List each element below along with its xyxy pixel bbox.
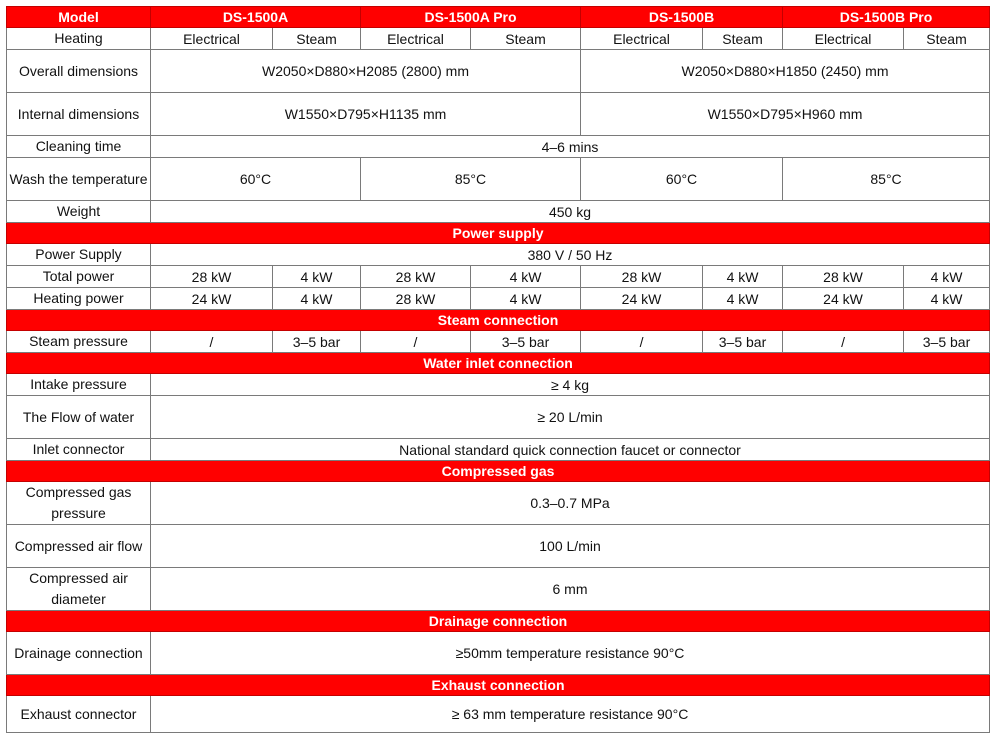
air-flow-value: 100 L/min (151, 525, 990, 568)
heating-power-value: 4 kW (703, 288, 783, 310)
exhaust-section-title: Exhaust connection (7, 675, 990, 696)
water-section-row (7, 353, 990, 374)
drainage-value: ≥50mm temperature resistance 90°C (151, 632, 990, 675)
total-power-label: Total power (7, 266, 151, 288)
heating-steam: Steam (703, 28, 783, 50)
water-flow-value: ≥ 20 L/min (151, 396, 990, 439)
internal-dimensions-b: W1550×D795×H960 mm (581, 93, 990, 136)
total-power-value: 4 kW (471, 266, 581, 288)
drainage-section-row (7, 611, 990, 632)
heating-power-row (7, 288, 990, 310)
air-diameter-value: 6 mm (151, 568, 990, 611)
exhaust-section-row (7, 675, 990, 696)
heating-steam: Steam (904, 28, 990, 50)
model-ds-1500b-pro: DS-1500B Pro (783, 7, 990, 28)
heating-power-value: 4 kW (273, 288, 361, 310)
inlet-connector-label: Inlet connector (7, 439, 151, 461)
heating-steam: Steam (471, 28, 581, 50)
wash-temperature-value: 85°C (783, 158, 990, 201)
exhaust-value: ≥ 63 mm temperature resistance 90°C (151, 696, 990, 733)
wash-temperature-label: Wash the temperature (7, 158, 151, 201)
model-ds-1500b: DS-1500B (581, 7, 783, 28)
steam-pressure-value: 3–5 bar (471, 331, 581, 353)
water-section-title: Water inlet connection (7, 353, 990, 374)
steam-pressure-value: / (151, 331, 273, 353)
overall-dimensions-label: Overall dimensions (7, 50, 151, 93)
heating-power-value: 24 kW (151, 288, 273, 310)
gas-section-row (7, 461, 990, 482)
exhaust-label: Exhaust connector (7, 696, 151, 733)
total-power-value: 4 kW (904, 266, 990, 288)
air-flow-row (7, 525, 990, 568)
heating-power-label: Heating power (7, 288, 151, 310)
wash-temperature-value: 60°C (151, 158, 361, 201)
drainage-row (7, 632, 990, 675)
air-diameter-row (7, 568, 990, 611)
wash-temperature-row (7, 158, 990, 201)
steam-pressure-value: 3–5 bar (273, 331, 361, 353)
overall-dimensions-b: W2050×D880×H1850 (2450) mm (581, 50, 990, 93)
intake-pressure-label: Intake pressure (7, 374, 151, 396)
model-ds-1500a-pro: DS-1500A Pro (361, 7, 581, 28)
steam-pressure-row (7, 331, 990, 353)
total-power-value: 4 kW (703, 266, 783, 288)
inlet-connector-value: National standard quick connection faucet or connector (151, 439, 990, 461)
internal-dimensions-row (7, 93, 990, 136)
cleaning-time-label: Cleaning time (7, 136, 151, 158)
internal-dimensions-label: Internal dimensions (7, 93, 151, 136)
overall-dimensions-a: W2050×D880×H2085 (2800) mm (151, 50, 581, 93)
gas-pressure-value: 0.3–0.7 MPa (151, 482, 990, 525)
heating-electrical: Electrical (581, 28, 703, 50)
internal-dimensions-a: W1550×D795×H1135 mm (151, 93, 581, 136)
intake-pressure-row (7, 374, 990, 396)
gas-pressure-row (7, 482, 990, 525)
overall-dimensions-row (7, 50, 990, 93)
water-flow-label: The Flow of water (7, 396, 151, 439)
weight-value: 450 kg (151, 201, 990, 223)
cleaning-time-row (7, 136, 990, 158)
air-diameter-label: Compressed air diameter (7, 568, 151, 611)
heating-power-value: 24 kW (783, 288, 904, 310)
drainage-section-title: Drainage connection (7, 611, 990, 632)
gas-pressure-label: Compressed gas pressure (7, 482, 151, 525)
steam-pressure-value: / (783, 331, 904, 353)
wash-temperature-value: 60°C (581, 158, 783, 201)
air-flow-label: Compressed air flow (7, 525, 151, 568)
drainage-label: Drainage connection (7, 632, 151, 675)
heating-power-value: 24 kW (581, 288, 703, 310)
power-supply-section-title: Power supply (7, 223, 990, 244)
steam-pressure-value: / (361, 331, 471, 353)
steam-section-row (7, 310, 990, 331)
heating-electrical: Electrical (151, 28, 273, 50)
heating-power-value: 4 kW (904, 288, 990, 310)
model-header-row (7, 7, 990, 28)
spec-table (6, 6, 990, 733)
steam-pressure-value: 3–5 bar (904, 331, 990, 353)
heating-electrical: Electrical (783, 28, 904, 50)
steam-pressure-value: / (581, 331, 703, 353)
cleaning-time-value: 4–6 mins (151, 136, 990, 158)
total-power-row (7, 266, 990, 288)
weight-row (7, 201, 990, 223)
total-power-value: 28 kW (783, 266, 904, 288)
inlet-connector-row (7, 439, 990, 461)
steam-pressure-label: Steam pressure (7, 331, 151, 353)
gas-section-title: Compressed gas (7, 461, 990, 482)
steam-pressure-value: 3–5 bar (703, 331, 783, 353)
heating-row (7, 28, 990, 50)
power-supply-label: Power Supply (7, 244, 151, 266)
total-power-value: 4 kW (273, 266, 361, 288)
power-supply-section-row (7, 223, 990, 244)
total-power-value: 28 kW (151, 266, 273, 288)
power-supply-row (7, 244, 990, 266)
power-supply-value: 380 V / 50 Hz (151, 244, 990, 266)
total-power-value: 28 kW (581, 266, 703, 288)
exhaust-row (7, 696, 990, 733)
model-label: Model (7, 7, 151, 28)
heating-label: Heating (7, 28, 151, 50)
total-power-value: 28 kW (361, 266, 471, 288)
wash-temperature-value: 85°C (361, 158, 581, 201)
heating-power-value: 28 kW (361, 288, 471, 310)
heating-electrical: Electrical (361, 28, 471, 50)
weight-label: Weight (7, 201, 151, 223)
heating-steam: Steam (273, 28, 361, 50)
water-flow-row (7, 396, 990, 439)
intake-pressure-value: ≥ 4 kg (151, 374, 990, 396)
heating-power-value: 4 kW (471, 288, 581, 310)
model-ds-1500a: DS-1500A (151, 7, 361, 28)
steam-section-title: Steam connection (7, 310, 990, 331)
